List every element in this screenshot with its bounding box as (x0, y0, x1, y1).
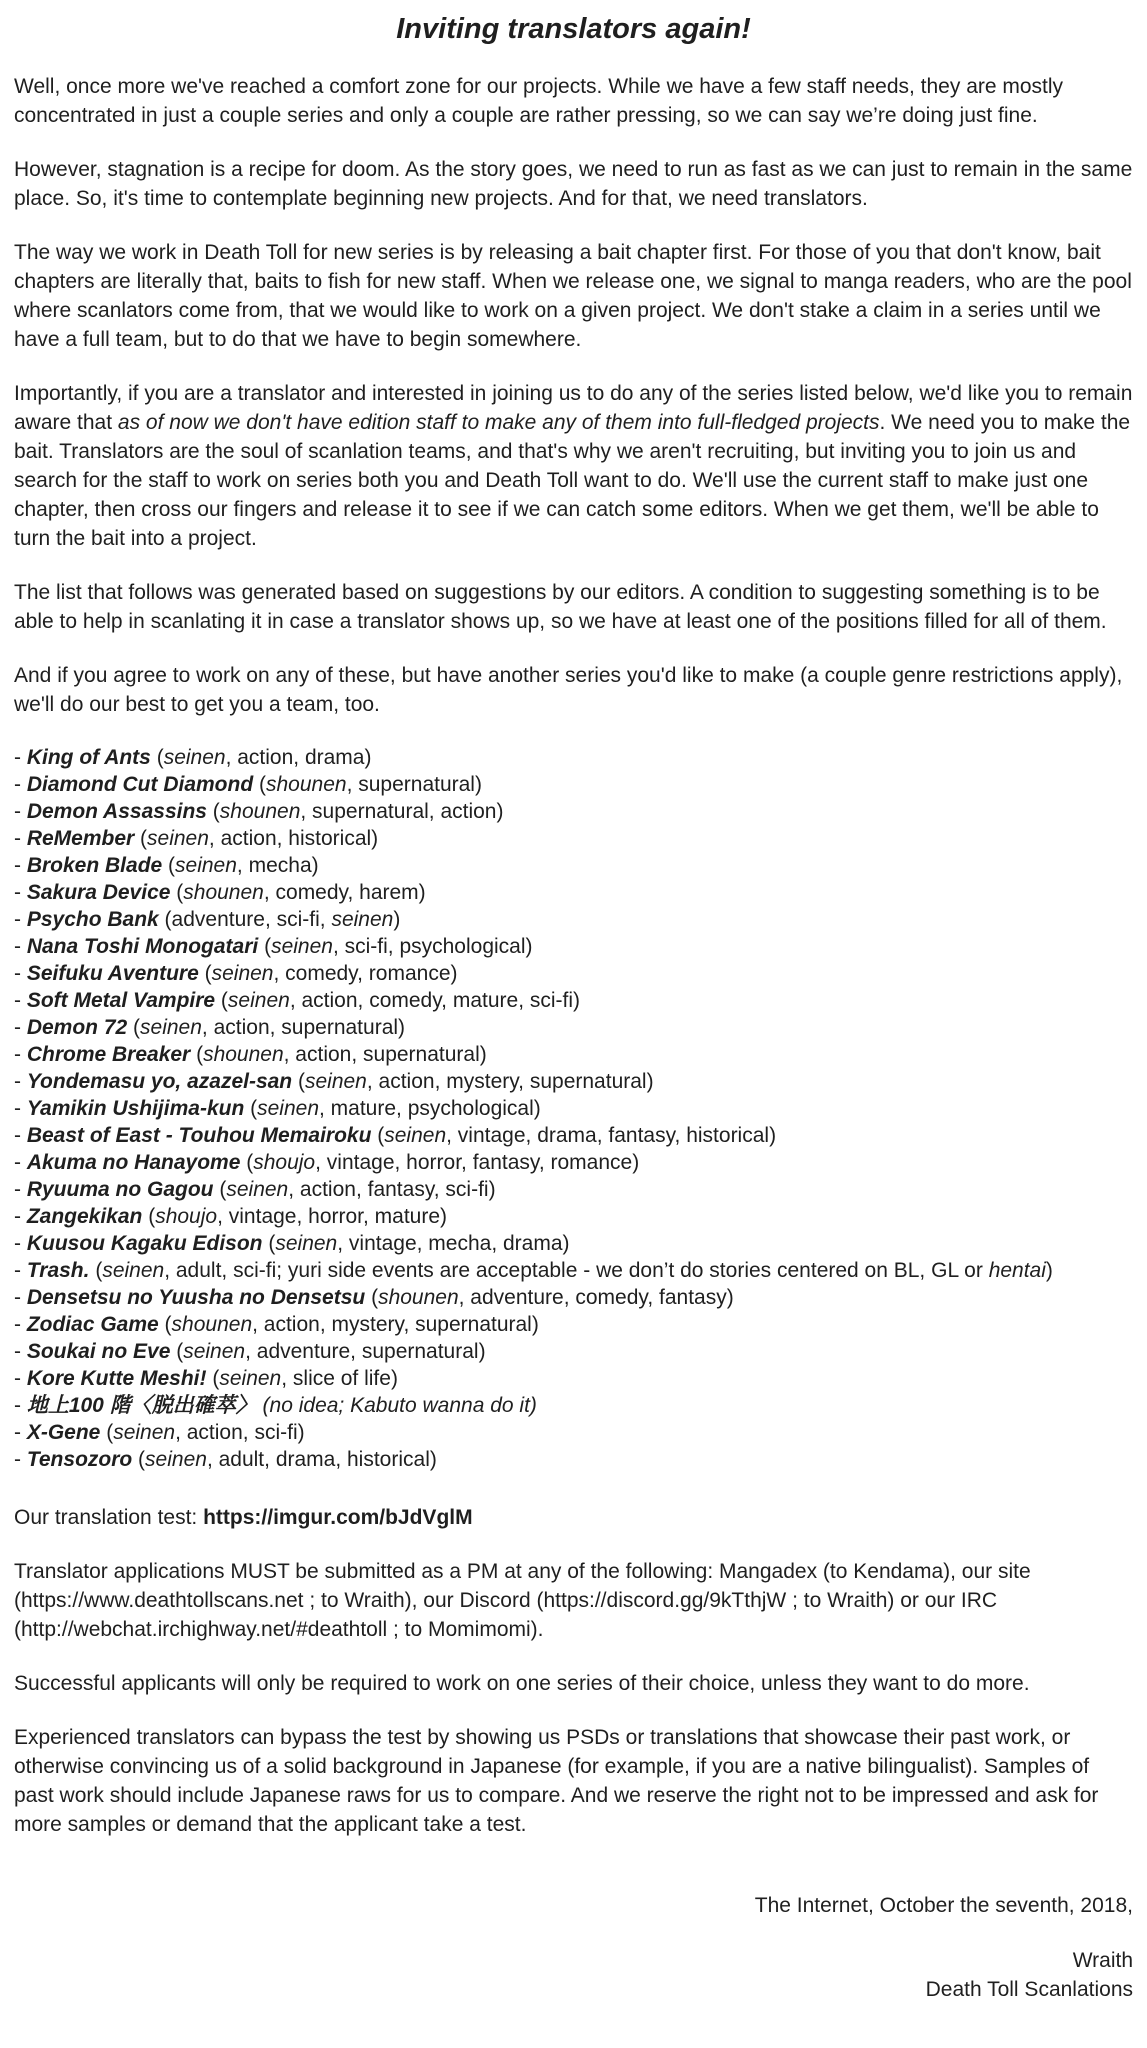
text-segment: - (14, 1286, 27, 1309)
text-segment: - (14, 1394, 27, 1417)
text-segment: - (14, 1367, 27, 1390)
text-segment: ( (142, 1205, 156, 1228)
text-segment: , adult, sci-fi; yuri side events are acceptable - we don’t do stories centered on BL, GL or (164, 1259, 989, 1282)
translation-test-line (14, 1503, 1133, 1532)
text-segment: Successful applicants will only be required to work on one series of their choice, unless they want to do more. (14, 1672, 1030, 1695)
text-segment: - (14, 1178, 27, 1201)
text-segment: seinen (226, 1178, 289, 1201)
text-segment: shounen (183, 881, 264, 904)
text-segment: Beast of East - Touhou Memairoku (26, 1124, 372, 1147)
text-segment: Well, once more we've reached a comfort zone for our projects. While we have a few staff needs, they are mostly concentrated in just a couple series and only a couple are rather pressing, so we can say we’re doing just fine. (14, 75, 1064, 127)
text-segment: shoujo (155, 1205, 218, 1228)
text-segment: - (14, 1151, 27, 1174)
text-segment: - (14, 854, 27, 877)
text-segment: - (14, 1016, 27, 1039)
text-segment: , supernatural) (346, 773, 482, 796)
text-segment: ( (132, 1448, 146, 1471)
text-segment: ( (190, 1043, 204, 1066)
date-line: The Internet, October the seventh, 2018, (754, 1894, 1133, 1917)
text-segment: seinen (271, 935, 333, 958)
text-segment: , comedy, harem) (263, 881, 426, 904)
list-item (14, 1311, 1133, 1338)
text-segment: Soukai no Eve (26, 1340, 171, 1363)
text-segment: , adventure, comedy, fantasy) (458, 1286, 734, 1309)
text-segment: hentai (988, 1259, 1046, 1282)
text-segment: - (14, 1340, 27, 1363)
text-segment: Akuma no Hanayome (26, 1151, 241, 1174)
text-segment: seinen (227, 989, 290, 1012)
text-segment: ReMember (26, 827, 135, 850)
intro-paragraph-6 (14, 661, 1133, 719)
text-segment: , action, supernatural) (283, 1043, 487, 1066)
text-segment: - (14, 1043, 27, 1066)
text-segment: King of Ants (26, 746, 151, 769)
text-segment: Demon 72 (26, 1016, 128, 1039)
text-segment: ( (244, 1097, 258, 1120)
text-segment: ( (127, 1016, 141, 1039)
text-segment: shounen (265, 773, 347, 796)
text-segment: ) (393, 908, 401, 931)
list-item (14, 1095, 1133, 1122)
list-item (14, 852, 1133, 879)
text-segment: - (14, 1124, 27, 1147)
list-item (14, 1284, 1133, 1311)
text-segment: seinen (145, 1448, 207, 1471)
text-segment: And if you agree to work on any of these, but have another series you'd like to make (a couple genre restrictions apply), we'll do our best to get you a team, too. (14, 664, 1123, 716)
text-segment: - (14, 1448, 27, 1471)
text-segment: Our translation test: (14, 1506, 204, 1529)
text-segment: , vintage, horror, fantasy, romance) (315, 1151, 640, 1174)
text-segment: Trash. (26, 1259, 90, 1282)
list-item (14, 825, 1133, 852)
text-segment: - (14, 773, 27, 796)
text-segment: ( (158, 1313, 172, 1336)
text-segment: - (14, 989, 27, 1012)
text-segment: seinen (175, 854, 237, 877)
text-segment: shounen (203, 1043, 284, 1066)
text-segment: ( (150, 746, 164, 769)
text-segment: Tensozoro (26, 1448, 133, 1471)
text-segment: . We need you to make the bait. Translators are the soul of scanlation teams, and that's why we aren't recruiting, but inviting you to join us and search for the staff to work on series both you and Death Toll want to do. We'll use the current staff to make just one chapter, then cross our fingers and release it to see if we can catch some editors. When we get them, we'll be able to turn the bait into a project. (14, 411, 1131, 550)
text-segment: The way we work in Death Toll for new series is by releasing a bait chapter first. For those of you that don't know, bait chapters are literally that, baits to fish for new staff. When we release one, we signal to manga readers, who are the pool where scanlators come from, that we would like to work on a given project. We don't stake a claim in a series until we have a full team, but to do that we have to begin somewhere. (14, 241, 1132, 351)
text-segment: seinen (113, 1421, 176, 1444)
group-name: Death Toll Scanlations (925, 1978, 1133, 2001)
list-item (14, 1446, 1133, 1473)
list-item (14, 771, 1133, 798)
text-segment: , sci-fi, psychological) (332, 935, 533, 958)
text-segment: - (14, 1421, 27, 1444)
text-segment: Demon Assassins (26, 800, 207, 823)
text-segment: - (14, 1070, 27, 1093)
signature-block (14, 1891, 1133, 2004)
text-segment: Sakura Device (26, 881, 171, 904)
text-segment: - (14, 827, 27, 850)
text-segment: , mature, psychological) (319, 1097, 541, 1120)
text-segment: , action, historical) (208, 827, 379, 850)
text-segment: ( (89, 1259, 103, 1282)
text-segment: Ryuuma no Gagou (26, 1178, 214, 1201)
text-segment: Kore Kutte Meshi! (26, 1367, 207, 1390)
text-segment: X-Gene (26, 1421, 101, 1444)
text-segment: - (14, 935, 27, 958)
text-segment: seinen (211, 962, 274, 985)
text-segment: seinen (275, 1232, 338, 1255)
text-segment: Densetsu no Yuusha no Densetsu (26, 1286, 366, 1309)
text-segment: - (14, 908, 27, 931)
text-segment: ) (1045, 1259, 1053, 1282)
text-segment: The list that follows was generated based on suggestions by our editors. A condition to suggesting something is to be able to help in scanlating it in case a translator shows up, so we have at least one of the positions filled for all of them. (14, 581, 1107, 633)
text-segment: ( (134, 827, 148, 850)
text-segment: 地上100 階〈脱出確萃〉 (26, 1394, 257, 1417)
text-segment: ( (258, 935, 272, 958)
text-segment: - (14, 1232, 27, 1255)
text-segment: , supernatural, action) (300, 800, 504, 823)
list-item (14, 1203, 1133, 1230)
text-segment: Translator applications MUST be submitted as a PM at any of the following: Mangadex (to Kendama), our site (https://www.deathtollscans.net ; to Wraith), our Discord (https://discord.gg/9kTthjW ; to Wraith) or our IRC (http://webchat.irchighway.net/#deathtoll ; to Momimomi). (14, 1560, 1031, 1641)
signer-name: Wraith (1072, 1949, 1133, 1972)
list-item (14, 1122, 1133, 1149)
text-segment: - (14, 962, 27, 985)
text-segment: - (14, 1259, 27, 1282)
text-segment: seinen (102, 1259, 165, 1282)
text-segment: , vintage, drama, fantasy, historical) (446, 1124, 777, 1147)
text-segment: seinen (183, 1340, 246, 1363)
text-segment: Zangekikan (26, 1205, 143, 1228)
text-segment: , action, drama) (225, 746, 372, 769)
intro-paragraph-2 (14, 155, 1133, 213)
text-segment: Importantly, if you are a translator and interested in joining us to do any of the series listed below, we'd like you to remain aware that (14, 382, 1133, 434)
list-item (14, 1149, 1133, 1176)
text-segment: ( (100, 1421, 114, 1444)
list-item (14, 1365, 1133, 1392)
text-segment: - (14, 881, 27, 904)
list-item (14, 1392, 1133, 1419)
text-segment: , slice of life) (281, 1367, 398, 1390)
text-segment: , comedy, romance) (273, 962, 458, 985)
list-item (14, 1338, 1133, 1365)
intro-paragraph-5 (14, 578, 1133, 636)
text-segment: ( (262, 1232, 276, 1255)
text-segment: seinen (331, 908, 394, 931)
text-segment: shoujo (253, 1151, 316, 1174)
intro-paragraph-4 (14, 379, 1133, 553)
text-segment: ( (198, 962, 212, 985)
text-segment: , action, fantasy, sci-fi) (288, 1178, 496, 1201)
text-segment: seinen (304, 1070, 367, 1093)
list-item (14, 879, 1133, 906)
text-segment: Psycho Bank (26, 908, 159, 931)
intro-paragraph-3 (14, 238, 1133, 354)
text-segment: shounen (378, 1286, 459, 1309)
text-segment: - (14, 1205, 27, 1228)
applications-paragraph (14, 1557, 1133, 1644)
text-segment: ( (206, 800, 220, 823)
text-segment: , action, mystery, supernatural) (366, 1070, 654, 1093)
list-item (14, 906, 1133, 933)
series-list (14, 744, 1133, 1473)
list-item (14, 987, 1133, 1014)
text-segment: Chrome Breaker (26, 1043, 191, 1066)
list-item (14, 1068, 1133, 1095)
text-segment: ( (365, 1286, 379, 1309)
list-item (14, 744, 1133, 771)
text-segment: , vintage, horror, mature) (217, 1205, 448, 1228)
text-segment: Yondemasu yo, azazel-san (26, 1070, 293, 1093)
text-segment: seinen (219, 1367, 282, 1390)
text-segment: https://imgur.com/bJdVglM (203, 1506, 473, 1529)
text-segment: - (14, 1097, 27, 1120)
text-segment: ( (292, 1070, 305, 1093)
text-segment: , mecha) (236, 854, 319, 877)
list-item (14, 1257, 1133, 1284)
text-segment: , action, mystery, supernatural) (252, 1313, 539, 1336)
list-item (14, 798, 1133, 825)
text-segment: ( (206, 1367, 220, 1390)
list-item (14, 1419, 1133, 1446)
text-segment: (no idea; Kabuto wanna do it) (256, 1394, 537, 1417)
text-segment: Diamond Cut Diamond (26, 773, 254, 796)
text-segment: ( (240, 1151, 254, 1174)
text-segment: seinen (257, 1097, 319, 1120)
text-segment: Yamikin Ushijima-kun (26, 1097, 245, 1120)
text-segment: as of now we don't have edition staff to make any of them into full-fledged projects (117, 411, 880, 434)
successful-applicants-paragraph (14, 1669, 1133, 1698)
text-segment: ( (170, 881, 184, 904)
text-segment: , action, comedy, mature, sci-fi) (289, 989, 581, 1012)
text-segment: shounen (219, 800, 301, 823)
list-item (14, 960, 1133, 987)
list-item (14, 1041, 1133, 1068)
text-segment: seinen (163, 746, 226, 769)
text-segment: Soft Metal Vampire (26, 989, 216, 1012)
text-segment: shounen (171, 1313, 253, 1336)
text-segment: seinen (147, 827, 209, 850)
text-segment: - (14, 800, 27, 823)
text-segment: , adventure, supernatural) (245, 1340, 486, 1363)
text-segment: ( (215, 989, 228, 1012)
text-segment: Experienced translators can bypass the test by showing us PSDs or translations that showcase their past work, or otherwise convincing us of a solid background in Japanese (for example, if you are a native bilingualist). Samples of past work should include Japanese raws for us to compare. And we reserve the right not to be impressed and ask for more samples or demand that the applicant take a test. (14, 1726, 1099, 1836)
text-segment: ( (170, 1340, 184, 1363)
intro-paragraph-1 (14, 72, 1133, 130)
text-segment: However, stagnation is a recipe for doom. As the story goes, we need to run as fast as we can just to remain in the same place. So, it's time to contemplate beginning new projects. And for that, we need translators. (14, 158, 1133, 210)
text-segment: Zodiac Game (26, 1313, 159, 1336)
text-segment: , action, supernatural) (201, 1016, 406, 1039)
text-segment: ( (162, 854, 176, 877)
text-segment: ( (253, 773, 266, 796)
text-segment: ( (371, 1124, 385, 1147)
text-segment: - (14, 746, 27, 769)
text-segment: Broken Blade (26, 854, 163, 877)
page-title: Inviting translators again! (396, 13, 751, 45)
text-segment: , action, sci-fi) (175, 1421, 305, 1444)
list-item (14, 933, 1133, 960)
text-segment: Seifuku Aventure (26, 962, 199, 985)
text-segment: , adult, drama, historical) (206, 1448, 437, 1471)
text-segment: , vintage, mecha, drama) (337, 1232, 570, 1255)
list-item (14, 1176, 1133, 1203)
list-item (14, 1230, 1133, 1257)
text-segment: ( (213, 1178, 227, 1201)
text-segment: Kuusou Kagaku Edison (26, 1232, 263, 1255)
text-segment: Nana Toshi Monogatari (26, 935, 259, 958)
text-segment: - (14, 1313, 27, 1336)
text-segment: seinen (384, 1124, 447, 1147)
experienced-translators-paragraph (14, 1723, 1133, 1839)
text-segment: seinen (140, 1016, 202, 1039)
list-item (14, 1014, 1133, 1041)
text-segment: (adventure, sci-fi, (158, 908, 332, 931)
